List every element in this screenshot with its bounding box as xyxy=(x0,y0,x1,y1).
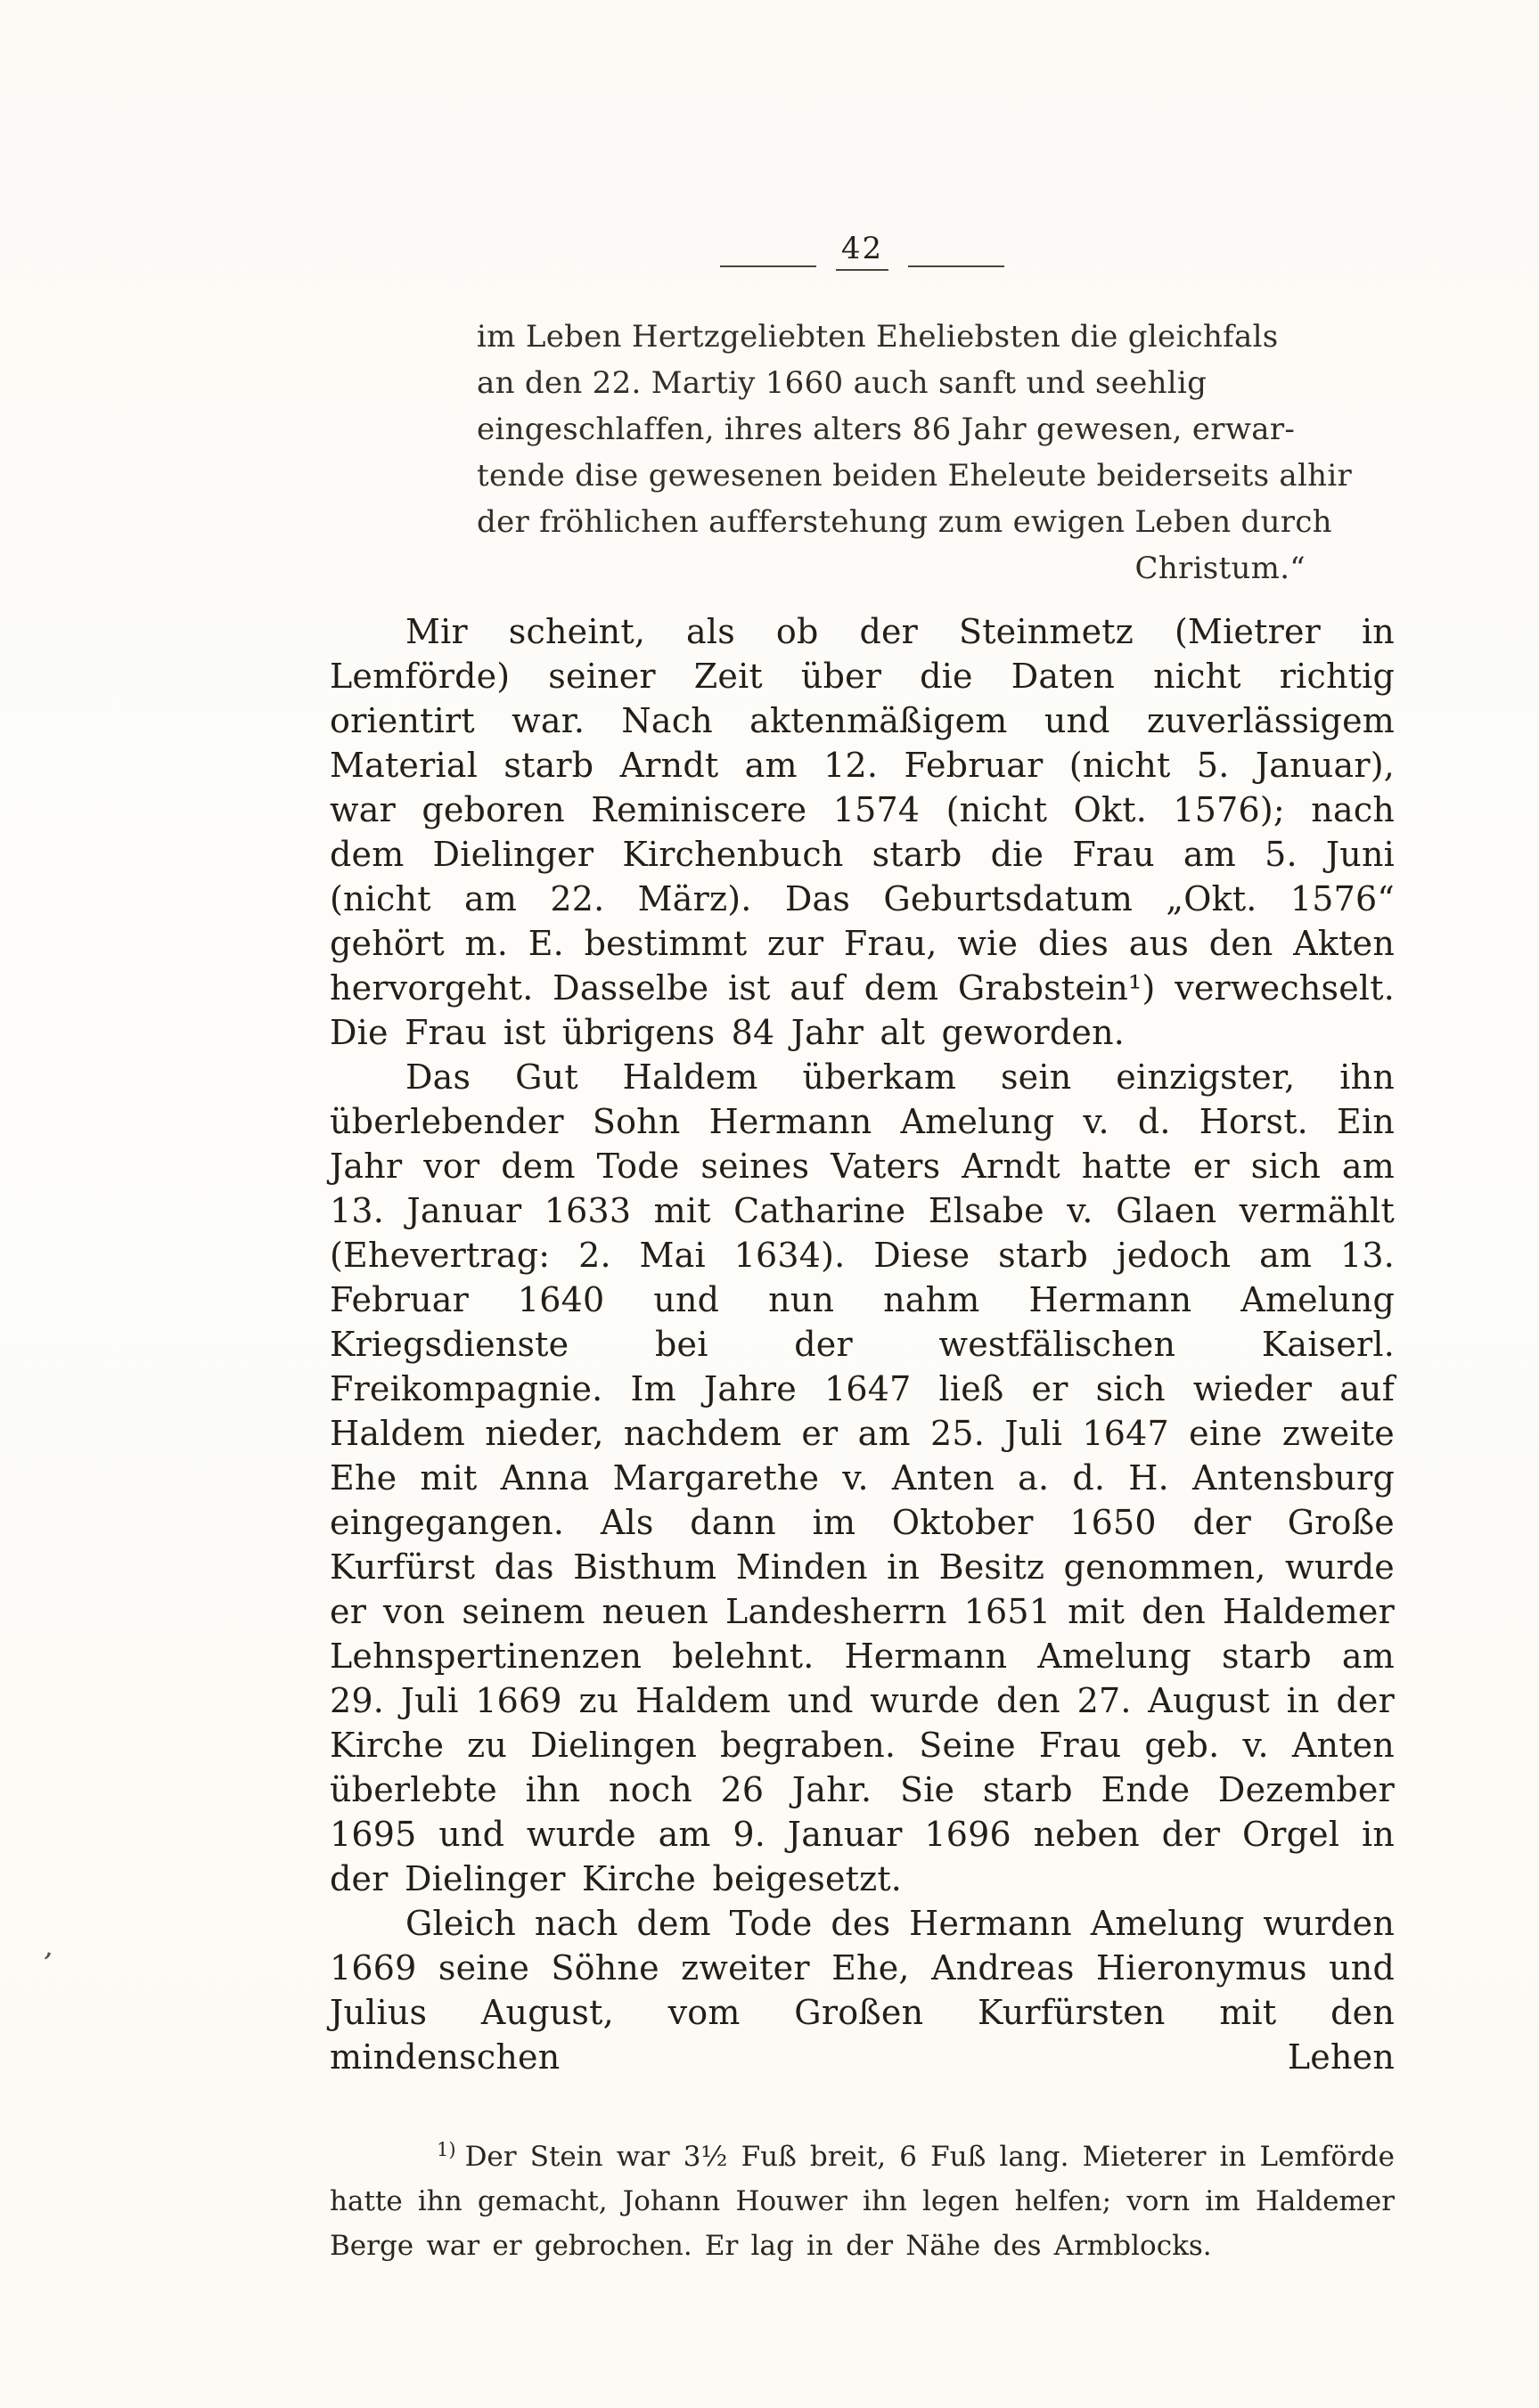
body-text xyxy=(330,609,1395,2079)
footnote-text: Der Stein war 3½ Fuß breit, 6 Fuß lang. Mieterer in Lemförde hatte ihn gemacht, Johann Houwer ihn legen helfen; vorn im Haldemer Berge war er gebrochen. Er lag in der Nähe des Armblocks. xyxy=(330,2141,1395,2262)
quote-line: an den 22. Martiy 1660 auch sanft und seehlig xyxy=(477,365,1207,401)
footnote xyxy=(330,2135,1395,2268)
quote-line: der fröhlichen aufferstehung zum ewigen Leben durch xyxy=(477,504,1332,540)
page-number: 42 xyxy=(836,233,888,271)
quote-line: tende dise gewesenen beiden Eheleute beiderseits alhir xyxy=(477,458,1353,494)
paragraph: Das Gut Haldem überkam sein einzigster, ihn überlebender Sohn Hermann Amelung v. d. Horst. Ein Jahr vor dem Tode seines Vaters Arndt hatte er sich am 13. Januar 1633 mit Catharine Elsabe v. Glaen vermählt (Ehevertrag: 2. Mai 1634). Diese starb jedoch am 13. Februar 1640 und nun nahm Hermann Amelung Kriegsdienste bei der westfälischen Kaiserl. Freikompagnie. Im Jahre 1647 ließ er sich wieder auf Haldem nieder, nachdem er am 25. Juli 1647 eine zweite Ehe mit Anna Margarethe v. Anten a. d. H. Antensburg eingegangen. Als dann im Oktober 1650 der Große Kurfürst das Bisthum Minden in Besitz genommen, wurde er von seinem neuen Landesherrn 1651 mit den Haldemer Lehnspertinenzen belehnt. Hermann Amelung starb am 29. Juli 1669 zu Haldem und wurde den 27. August in der Kirche zu Dielingen begraben. Seine Frau geb. v. Anten überlebte ihn noch 26 Jahr. Sie starb Ende Dezember 1695 und wurde am 9. Januar 1696 neben der Orgel in der Dielinger Kirche beigesetzt. xyxy=(330,1057,1395,1898)
header-rule-right xyxy=(908,265,1004,267)
quote-block xyxy=(477,314,1368,592)
quote-line: eingeschlaffen, ihres alters 86 Jahr gewesen, erwar- xyxy=(477,412,1296,447)
paragraph: Gleich nach dem Tode des Hermann Amelung wurden 1669 seine Söhne zweiter Ehe, Andreas Hieronymus und Julius August, vom Großen Kurfürsten mit den mindenschen Lehen xyxy=(330,1904,1395,2077)
quote-line: im Leben Hertzgeliebten Eheliebsten die gleichfals xyxy=(477,319,1279,355)
quote-closing-line: Christum.“ xyxy=(1134,551,1306,586)
header-rule-left xyxy=(720,265,816,267)
scan-artifact-mark: ’ xyxy=(37,1946,54,1983)
paragraph: Mir scheint, als ob der Steinmetz (Mietrer in Lemförde) seiner Zeit über die Daten nicht richtig orientirt war. Nach aktenmäßigem und zuverlässigem Material starb Arndt am 12. Februar (nicht 5. Januar), war geboren Reminiscere 1574 (nicht Okt. 1576); nach dem Dielinger Kirchenbuch starb die Frau am 5. Juni (nicht am 22. März). Das Geburtsdatum „Okt. 1576“ gehört m. E. bestimmt zur Frau, wie dies aus den Akten hervorgeht. Dasselbe ist auf dem Grabstein¹) verwechselt. Die Frau ist übrigens 84 Jahr alt geworden. xyxy=(330,612,1395,1052)
page-header xyxy=(330,230,1395,271)
footnote-marker: 1) xyxy=(437,2138,456,2160)
